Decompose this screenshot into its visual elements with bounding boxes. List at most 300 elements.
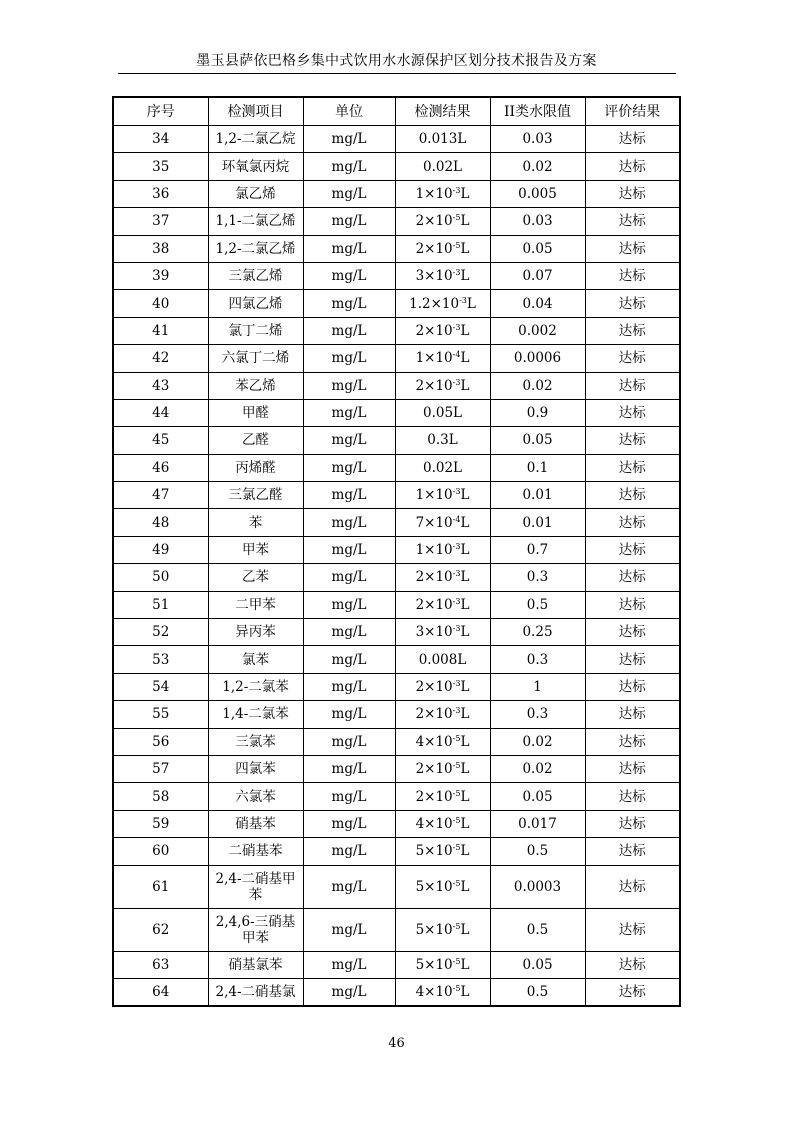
result-coefficient: 2×10 xyxy=(415,788,453,805)
cell-no: 56 xyxy=(113,728,208,755)
cell-limit: 0.5 xyxy=(490,591,585,618)
result-coefficient: 2×10 xyxy=(415,596,453,613)
cell-item: 乙苯 xyxy=(208,564,303,591)
table-row xyxy=(113,208,680,235)
result-coefficient: 2×10 xyxy=(415,322,453,339)
result-coefficient: 2×10 xyxy=(415,706,453,723)
cell-result xyxy=(395,427,490,454)
result-coefficient: 4×10 xyxy=(415,984,453,1001)
table-row xyxy=(113,908,680,951)
result-suffix: L xyxy=(460,956,470,973)
table-row xyxy=(113,951,680,978)
cell-limit: 0.01 xyxy=(490,482,585,509)
result-suffix: L xyxy=(460,706,470,723)
header-row xyxy=(113,97,680,126)
cell-unit: mg/L xyxy=(303,978,395,1006)
result-exponent: -5 xyxy=(452,240,461,250)
result-coefficient: 2×10 xyxy=(415,761,453,778)
cell-evaluation: 达标 xyxy=(585,454,680,481)
cell-result xyxy=(395,783,490,810)
cell-limit: 0.3 xyxy=(490,701,585,728)
cell-evaluation: 达标 xyxy=(585,701,680,728)
cell-no: 53 xyxy=(113,646,208,673)
result-exponent: -5 xyxy=(452,921,461,931)
result-value: 0.013L xyxy=(418,131,467,148)
header-cell-unit: 单位 xyxy=(303,97,395,126)
result-exponent: -3 xyxy=(452,322,461,332)
header-cell-limit: II类水限值 xyxy=(490,97,585,126)
cell-evaluation: 达标 xyxy=(585,838,680,865)
header-cell-evaluation: 评价结果 xyxy=(585,97,680,126)
cell-result xyxy=(395,180,490,207)
cell-item: 硝基苯 xyxy=(208,810,303,837)
cell-no: 47 xyxy=(113,482,208,509)
result-coefficient: 7×10 xyxy=(415,514,453,531)
cell-item: 二甲苯 xyxy=(208,591,303,618)
cell-limit: 0.03 xyxy=(490,126,585,153)
cell-result xyxy=(395,454,490,481)
cell-result xyxy=(395,262,490,289)
cell-unit: mg/L xyxy=(303,290,395,317)
table-header xyxy=(113,97,680,126)
cell-no: 60 xyxy=(113,838,208,865)
cell-unit: mg/L xyxy=(303,126,395,153)
cell-unit: mg/L xyxy=(303,865,395,908)
cell-limit: 0.5 xyxy=(490,908,585,951)
cell-no: 59 xyxy=(113,810,208,837)
cell-result xyxy=(395,564,490,591)
cell-evaluation: 达标 xyxy=(585,564,680,591)
cell-item: 苯 xyxy=(208,509,303,536)
cell-no: 41 xyxy=(113,317,208,344)
cell-unit: mg/L xyxy=(303,454,395,481)
result-coefficient: 5×10 xyxy=(415,921,453,938)
cell-no: 45 xyxy=(113,427,208,454)
cell-limit: 0.1 xyxy=(490,454,585,481)
cell-evaluation: 达标 xyxy=(585,591,680,618)
cell-unit: mg/L xyxy=(303,399,395,426)
cell-result xyxy=(395,908,490,951)
cell-item: 环氧氯丙烷 xyxy=(208,153,303,180)
cell-no: 64 xyxy=(113,978,208,1006)
cell-evaluation: 达标 xyxy=(585,810,680,837)
cell-no: 48 xyxy=(113,509,208,536)
cell-limit: 0.7 xyxy=(490,536,585,563)
cell-unit: mg/L xyxy=(303,810,395,837)
cell-evaluation: 达标 xyxy=(585,235,680,262)
cell-no: 34 xyxy=(113,126,208,153)
result-coefficient: 2×10 xyxy=(415,679,453,695)
cell-unit: mg/L xyxy=(303,235,395,262)
cell-result xyxy=(395,673,490,700)
result-exponent: -5 xyxy=(452,788,461,798)
cell-unit: mg/L xyxy=(303,783,395,810)
table-row xyxy=(113,646,680,673)
cell-result xyxy=(395,235,490,262)
result-exponent: -3 xyxy=(452,569,461,579)
table-row xyxy=(113,978,680,1006)
page-header-title: 墨玉县萨依巴格乡集中式饮用水水源保护区划分技术报告及方案 xyxy=(196,53,597,69)
result-exponent: -5 xyxy=(452,984,461,994)
cell-limit: 0.0003 xyxy=(490,865,585,908)
result-exponent: -5 xyxy=(452,815,461,825)
cell-evaluation: 达标 xyxy=(585,317,680,344)
result-exponent: -4 xyxy=(452,350,461,360)
table-row xyxy=(113,153,680,180)
result-value: 0.3L xyxy=(427,432,458,449)
table-row xyxy=(113,783,680,810)
cell-unit: mg/L xyxy=(303,564,395,591)
result-suffix: L xyxy=(460,733,470,750)
cell-item: 1,2-二氯乙烯 xyxy=(208,235,303,262)
result-suffix: L xyxy=(460,268,470,285)
result-coefficient: 1.2×10 xyxy=(409,295,460,312)
cell-item: 2,4-二硝基氯 xyxy=(208,978,303,1006)
cell-evaluation: 达标 xyxy=(585,536,680,563)
table-row xyxy=(113,126,680,153)
result-coefficient: 3×10 xyxy=(415,624,453,641)
cell-limit: 0.5 xyxy=(490,978,585,1006)
cell-item: 1,1-二氯乙烯 xyxy=(208,208,303,235)
cell-evaluation: 达标 xyxy=(585,372,680,399)
water-quality-table xyxy=(112,96,681,1007)
cell-no: 43 xyxy=(113,372,208,399)
cell-no: 63 xyxy=(113,951,208,978)
cell-result xyxy=(395,810,490,837)
cell-limit: 0.002 xyxy=(490,317,585,344)
table-row xyxy=(113,454,680,481)
result-suffix: L xyxy=(460,921,470,938)
table-row xyxy=(113,673,680,700)
cell-item: 1,2-二氯苯 xyxy=(208,673,303,700)
cell-result xyxy=(395,728,490,755)
cell-item: 1,2-二氯乙烷 xyxy=(208,126,303,153)
cell-no: 54 xyxy=(113,673,208,700)
cell-item: 六氯丁二烯 xyxy=(208,345,303,372)
cell-item: 苯乙烯 xyxy=(208,372,303,399)
cell-unit: mg/L xyxy=(303,673,395,700)
result-suffix: L xyxy=(460,679,470,695)
cell-result xyxy=(395,345,490,372)
cell-result xyxy=(395,153,490,180)
cell-limit: 1 xyxy=(490,673,585,700)
cell-unit: mg/L xyxy=(303,509,395,536)
cell-result xyxy=(395,482,490,509)
cell-evaluation: 达标 xyxy=(585,153,680,180)
table-row xyxy=(113,591,680,618)
result-coefficient: 5×10 xyxy=(415,956,453,973)
result-exponent: -3 xyxy=(452,624,461,634)
cell-evaluation: 达标 xyxy=(585,728,680,755)
table-row xyxy=(113,536,680,563)
cell-unit: mg/L xyxy=(303,208,395,235)
cell-unit: mg/L xyxy=(303,180,395,207)
result-suffix: L xyxy=(460,984,470,1001)
table-row xyxy=(113,427,680,454)
cell-no: 46 xyxy=(113,454,208,481)
result-exponent: -3 xyxy=(452,679,461,688)
cell-limit: 0.05 xyxy=(490,783,585,810)
cell-item: 甲苯 xyxy=(208,536,303,563)
cell-limit: 0.02 xyxy=(490,153,585,180)
result-suffix: L xyxy=(460,596,470,613)
cell-evaluation: 达标 xyxy=(585,399,680,426)
cell-evaluation: 达标 xyxy=(585,126,680,153)
result-exponent: -3 xyxy=(452,706,461,716)
cell-unit: mg/L xyxy=(303,619,395,646)
cell-no: 44 xyxy=(113,399,208,426)
cell-limit: 0.03 xyxy=(490,208,585,235)
cell-result xyxy=(395,372,490,399)
cell-limit: 0.0006 xyxy=(490,345,585,372)
cell-no: 38 xyxy=(113,235,208,262)
table-row xyxy=(113,290,680,317)
cell-unit: mg/L xyxy=(303,536,395,563)
result-exponent: -5 xyxy=(452,761,461,771)
cell-no: 51 xyxy=(113,591,208,618)
cell-evaluation: 达标 xyxy=(585,180,680,207)
result-suffix: L xyxy=(460,377,470,394)
result-value: 0.02L xyxy=(422,158,463,175)
page-number: 46 xyxy=(388,1036,405,1051)
cell-result xyxy=(395,755,490,782)
table-row xyxy=(113,755,680,782)
table-row xyxy=(113,317,680,344)
cell-result xyxy=(395,978,490,1006)
cell-unit: mg/L xyxy=(303,482,395,509)
cell-result xyxy=(395,646,490,673)
result-coefficient: 5×10 xyxy=(415,843,453,860)
result-coefficient: 1×10 xyxy=(415,185,453,202)
cell-item: 2,4-二硝基甲苯 xyxy=(208,865,303,908)
cell-result xyxy=(395,951,490,978)
cell-evaluation: 达标 xyxy=(585,290,680,317)
cell-limit: 0.02 xyxy=(490,372,585,399)
result-value: 0.05L xyxy=(422,405,463,422)
table-row xyxy=(113,564,680,591)
result-suffix: L xyxy=(460,240,470,257)
table-body xyxy=(113,126,680,1007)
result-exponent: -5 xyxy=(452,878,461,888)
cell-result xyxy=(395,208,490,235)
cell-item: 2,4,6-三硝基甲苯 xyxy=(208,908,303,951)
cell-evaluation: 达标 xyxy=(585,908,680,951)
result-suffix: L xyxy=(460,843,470,860)
cell-item: 四氯苯 xyxy=(208,755,303,782)
cell-unit: mg/L xyxy=(303,591,395,618)
cell-limit: 0.25 xyxy=(490,619,585,646)
table-row xyxy=(113,810,680,837)
cell-unit: mg/L xyxy=(303,908,395,951)
cell-evaluation: 达标 xyxy=(585,262,680,289)
cell-evaluation: 达标 xyxy=(585,345,680,372)
result-exponent: -5 xyxy=(452,956,461,966)
table-row xyxy=(113,701,680,728)
result-coefficient: 2×10 xyxy=(415,377,453,394)
result-suffix: L xyxy=(460,350,470,367)
cell-limit: 0.5 xyxy=(490,838,585,865)
result-exponent: -3 xyxy=(452,542,461,552)
cell-item: 乙醛 xyxy=(208,427,303,454)
cell-no: 61 xyxy=(113,865,208,908)
result-coefficient: 4×10 xyxy=(415,815,453,832)
result-coefficient: 3×10 xyxy=(415,268,453,285)
cell-limit: 0.05 xyxy=(490,235,585,262)
cell-evaluation: 达标 xyxy=(585,755,680,782)
cell-item: 三氯苯 xyxy=(208,728,303,755)
cell-unit: mg/L xyxy=(303,262,395,289)
result-suffix: L xyxy=(460,514,470,531)
cell-evaluation: 达标 xyxy=(585,673,680,700)
cell-unit: mg/L xyxy=(303,701,395,728)
cell-limit: 0.05 xyxy=(490,951,585,978)
result-coefficient: 1×10 xyxy=(415,542,453,559)
result-coefficient: 4×10 xyxy=(415,733,453,750)
cell-item: 异丙苯 xyxy=(208,619,303,646)
result-exponent: -4 xyxy=(452,514,461,524)
result-exponent: -5 xyxy=(452,843,461,853)
cell-item: 丙烯醛 xyxy=(208,454,303,481)
cell-item: 氯丁二烯 xyxy=(208,317,303,344)
result-coefficient: 1×10 xyxy=(415,487,453,504)
cell-item: 二硝基苯 xyxy=(208,838,303,865)
cell-limit: 0.3 xyxy=(490,564,585,591)
result-coefficient: 2×10 xyxy=(415,213,453,230)
table-row xyxy=(113,262,680,289)
cell-unit: mg/L xyxy=(303,372,395,399)
result-value: 0.02L xyxy=(422,459,463,476)
cell-no: 58 xyxy=(113,783,208,810)
result-exponent: -3 xyxy=(452,487,461,497)
result-suffix: L xyxy=(460,213,470,230)
cell-evaluation: 达标 xyxy=(585,646,680,673)
table-row xyxy=(113,372,680,399)
result-suffix: L xyxy=(466,295,476,312)
cell-limit: 0.05 xyxy=(490,427,585,454)
cell-unit: mg/L xyxy=(303,838,395,865)
cell-limit: 0.02 xyxy=(490,755,585,782)
cell-no: 57 xyxy=(113,755,208,782)
result-suffix: L xyxy=(460,185,470,202)
cell-limit: 0.3 xyxy=(490,646,585,673)
table-row xyxy=(113,619,680,646)
cell-item: 1,4-二氯苯 xyxy=(208,701,303,728)
result-suffix: L xyxy=(460,542,470,559)
header-cell-no: 序号 xyxy=(113,97,208,126)
cell-evaluation: 达标 xyxy=(585,619,680,646)
cell-result xyxy=(395,126,490,153)
cell-no: 40 xyxy=(113,290,208,317)
cell-evaluation: 达标 xyxy=(585,509,680,536)
cell-evaluation: 达标 xyxy=(585,208,680,235)
cell-no: 55 xyxy=(113,701,208,728)
result-exponent: -5 xyxy=(452,733,461,743)
cell-limit: 0.04 xyxy=(490,290,585,317)
result-suffix: L xyxy=(460,815,470,832)
cell-result xyxy=(395,701,490,728)
result-exponent: -3 xyxy=(452,596,461,606)
result-exponent: -3 xyxy=(452,268,461,278)
header-cell-result: 检测结果 xyxy=(395,97,490,126)
result-suffix: L xyxy=(460,569,470,586)
result-exponent: -3 xyxy=(459,295,467,305)
cell-no: 35 xyxy=(113,153,208,180)
cell-result xyxy=(395,399,490,426)
cell-result xyxy=(395,865,490,908)
result-suffix: L xyxy=(460,322,470,339)
header-divider xyxy=(118,73,676,74)
cell-limit: 0.005 xyxy=(490,180,585,207)
result-suffix: L xyxy=(460,624,470,641)
cell-no: 42 xyxy=(113,345,208,372)
cell-limit: 0.01 xyxy=(490,509,585,536)
cell-result xyxy=(395,317,490,344)
cell-unit: mg/L xyxy=(303,345,395,372)
cell-limit: 0.017 xyxy=(490,810,585,837)
cell-evaluation: 达标 xyxy=(585,482,680,509)
result-exponent: -3 xyxy=(452,377,461,387)
cell-item: 氯乙烯 xyxy=(208,180,303,207)
cell-item: 氯苯 xyxy=(208,646,303,673)
result-suffix: L xyxy=(460,761,470,778)
cell-unit: mg/L xyxy=(303,153,395,180)
result-coefficient: 5×10 xyxy=(415,878,453,895)
cell-limit: 0.02 xyxy=(490,728,585,755)
cell-limit: 0.07 xyxy=(490,262,585,289)
cell-no: 52 xyxy=(113,619,208,646)
cell-item: 六氯苯 xyxy=(208,783,303,810)
result-coefficient: 2×10 xyxy=(415,240,453,257)
result-exponent: -3 xyxy=(452,185,461,195)
cell-no: 36 xyxy=(113,180,208,207)
cell-evaluation: 达标 xyxy=(585,978,680,1006)
result-exponent: -5 xyxy=(452,213,461,223)
cell-no: 62 xyxy=(113,908,208,951)
table-row xyxy=(113,345,680,372)
header-cell-item: 检测项目 xyxy=(208,97,303,126)
cell-evaluation: 达标 xyxy=(585,865,680,908)
cell-unit: mg/L xyxy=(303,646,395,673)
cell-result xyxy=(395,591,490,618)
table-row xyxy=(113,482,680,509)
cell-no: 37 xyxy=(113,208,208,235)
result-coefficient: 2×10 xyxy=(415,569,453,586)
result-value: 0.008L xyxy=(418,651,467,668)
cell-result xyxy=(395,290,490,317)
cell-item: 四氯乙烯 xyxy=(208,290,303,317)
cell-evaluation: 达标 xyxy=(585,427,680,454)
cell-result xyxy=(395,536,490,563)
table-row xyxy=(113,838,680,865)
table-row xyxy=(113,728,680,755)
result-suffix: L xyxy=(460,788,470,805)
table-row xyxy=(113,235,680,262)
result-suffix: L xyxy=(460,878,470,895)
cell-result xyxy=(395,509,490,536)
table-row xyxy=(113,865,680,908)
cell-evaluation: 达标 xyxy=(585,783,680,810)
cell-evaluation: 达标 xyxy=(585,951,680,978)
cell-unit: mg/L xyxy=(303,317,395,344)
cell-no: 39 xyxy=(113,262,208,289)
result-suffix: L xyxy=(460,487,470,504)
cell-no: 49 xyxy=(113,536,208,563)
cell-unit: mg/L xyxy=(303,755,395,782)
cell-unit: mg/L xyxy=(303,728,395,755)
cell-no: 50 xyxy=(113,564,208,591)
table-row xyxy=(113,509,680,536)
cell-item: 甲醛 xyxy=(208,399,303,426)
